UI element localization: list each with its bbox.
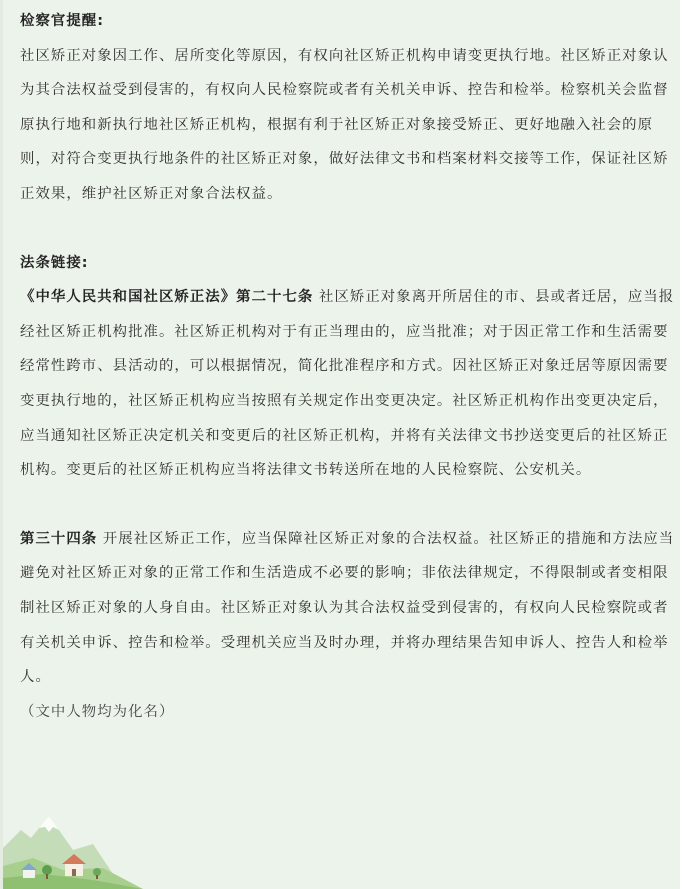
reminder-paragraph: 社区矫正对象因工作、居所变化等原因，有权向社区矫正机构申请变更执行地。社区矫正对象认为其合法权益受到侵害的，有权向人民检察院或者有关机关申诉、控告和检举。检察机关会监督原执行地和新执行地社区矫正机构，根据有利于社区矫正对象接受矫正、更好地融入社会的原则，对符合变更执行地条件的社区矫正对象，做好法律文书和档案材料交接等工作，保证社区矫正效果，维护社区矫正对象合法权益。 (20, 47, 669, 202)
names-disclaimer-note: （文中人物均为化名） (20, 703, 175, 720)
article-27-label: 《中华人民共和国社区矫正法》第二十七条 (20, 289, 314, 306)
spacer (20, 212, 675, 246)
article-34-paragraph (20, 522, 675, 695)
article-27-text: 社区矫正对象离开所居住的市、县或者迁居，应当报经社区矫正机构批准。社区矫正机构对于有正当理由的，应当批准；对于因正常工作和生活需要经常性跨市、县活动的，可以根据情况，简化批准程序和方式。因社区矫正对象迁居等原因需要变更执行地的，社区矫正机构应当按照有关规定作出变更决定。社区矫正机构作出变更决定后，应当通知社区矫正决定机关和变更后的社区矫正机构，并将有关法律文书抄送变更后的社区矫正机构。变更后的社区矫正机构应当将法律文书转送所在地的人民检察院、公安机关。 (20, 289, 675, 479)
spacer (20, 488, 675, 522)
mountain-village-illustration (3, 808, 143, 889)
article-34-label: 第三十四条 (20, 530, 98, 547)
section-title-law-links: 法条链接: (20, 254, 89, 271)
article-27-paragraph (20, 280, 675, 488)
article-34-text: 开展社区矫正工作，应当保障社区矫正对象的合法权益。社区矫正的措施和方法应当避免对社区矫正对象的正常工作和生活造成不必要的影响；非依法律规定，不得限制或者变相限制社区矫正对象的人身自由。社区矫正对象认为其合法权益受到侵害的，有权向人民检察院或者有关机关申诉、控告和检举。受理机关应当及时办理，并将办理结果告知申诉人、控告人和检举人。 (20, 530, 675, 686)
article-content (20, 4, 675, 729)
section-title-prosecutor-reminder: 检察官提醒: (20, 13, 105, 29)
